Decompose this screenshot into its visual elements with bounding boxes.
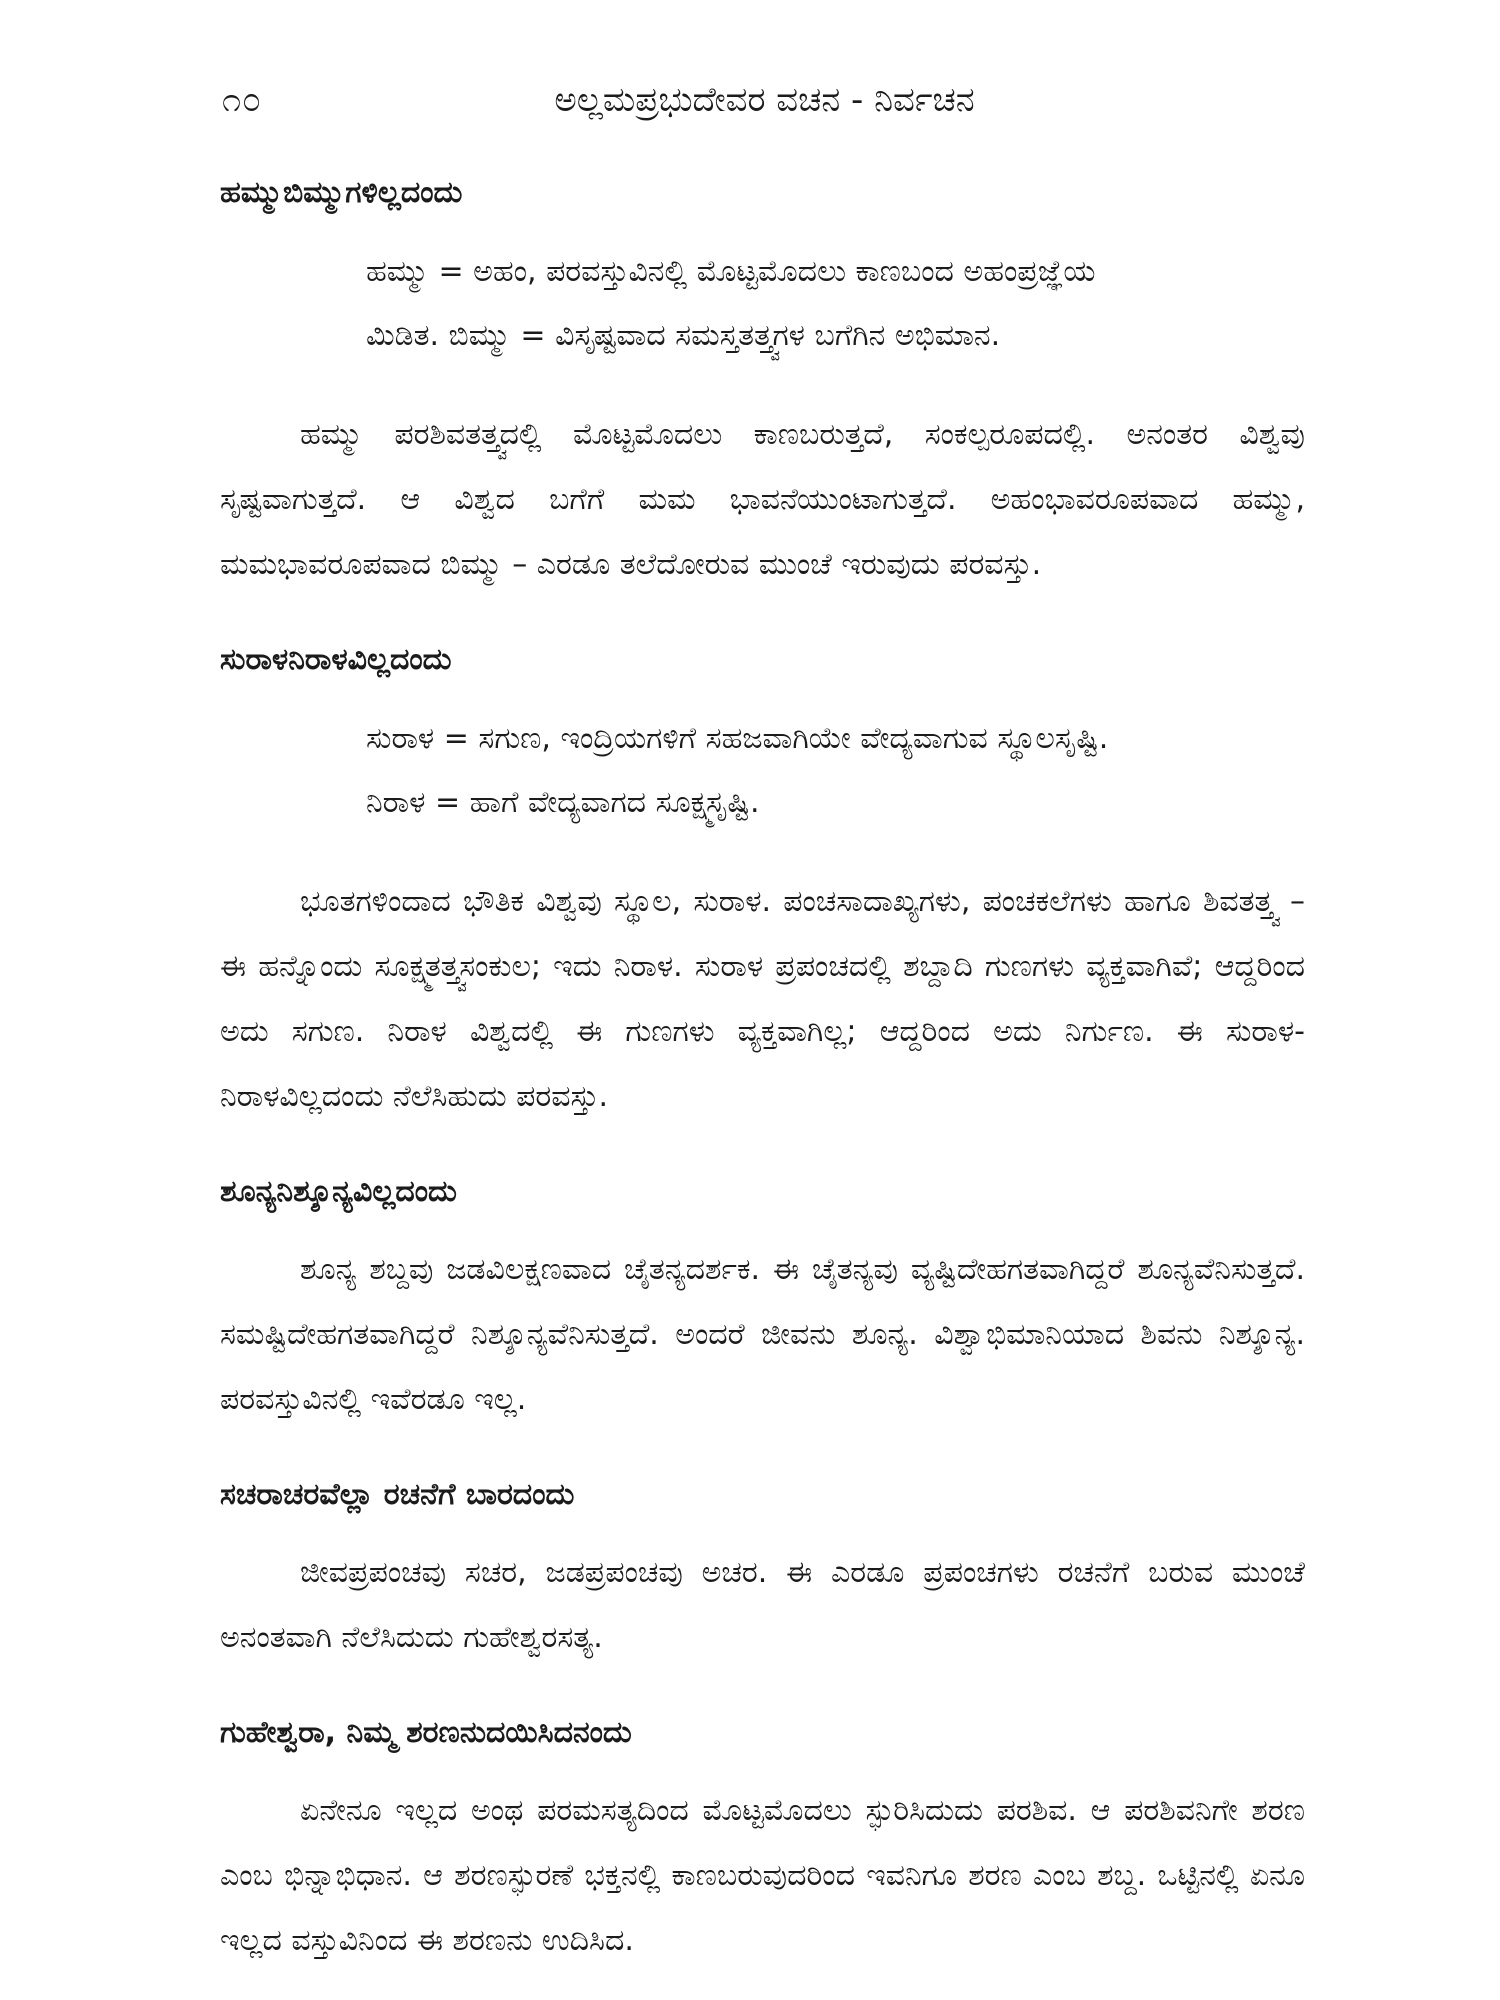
section-paragraph: ಭೂತಗಳಿಂದಾದ ಭೌತಿಕ ವಿಶ್ವವು ಸ್ಥೂಲ, ಸುರಾಳ. ಪಂಚಸಾದಾಖ್ಯಗಳು, ಪಂಚಕಲೆಗಳು ಹಾಗೂ ಶಿವತತ್ತ್ವ – ಈ ಹನ್ನೊಂದು ಸೂಕ್ಷ್ಮತತ್ತ್ವಸಂಕುಲ; ಇದು ನಿರಾಳ. ಸುರಾಳ ಪ್ರಪಂಚದಲ್ಲಿ ಶಬ್ದಾದಿ ಗುಣಗಳು ವ್ಯಕ್ತವಾಗಿವೆ; ಆದ್ದರಿಂದ ಅದು ಸಗುಣ. ನಿರಾಳ ವಿಶ್ವದಲ್ಲಿ ಈ ಗುಣಗಳು ವ್ಯಕ್ತವಾಗಿಲ್ಲ; ಆದ್ದರಿಂದ ಅದು ನಿರ್ಗುಣ. ಈ ಸುರಾಳ-ನಿರಾಳವಿಲ್ಲದಂದು ನೆಲೆಸಿಹುದು ಪರವಸ್ತು. [220,884,1305,1114]
section-heading: ಸಚರಾಚರವೆಲ್ಲಾ ರಚನೆಗೆ ಬಾರದಂದು [220,1477,575,1512]
section-paragraph: ಹಮ್ಮು ಪರಶಿವತತ್ತ್ವದಲ್ಲಿ ಮೊಟ್ಟಮೊದಲು ಕಾಣಬರುತ್ತದೆ, ಸಂಕಲ್ಪರೂಪದಲ್ಲಿ. ಅನಂತರ ವಿಶ್ವವು ಸೃಷ್ಟವಾಗುತ್ತದೆ. ಆ ವಿಶ್ವದ ಬಗೆಗೆ ಮಮ ಭಾವನೆಯುಂಟಾಗುತ್ತದೆ. ಅಹಂಭಾವರೂಪವಾದ ಹಮ್ಮು, ಮಮಭಾವರೂಪವಾದ ಬಿಮ್ಮು – ಎರಡೂ ತಲೆದೋರುವ ಮುಂಚೆ ಇರುವುದು ಪರವಸ್ತು. [220,417,1305,582]
section-heading: ಶೂನ್ಯನಿಶ್ಶೂನ್ಯವಿಲ್ಲದಂದು [220,1174,457,1209]
section-paragraph: ಶೂನ್ಯ ಶಬ್ದವು ಜಡವಿಲಕ್ಷಣವಾದ ಚೈತನ್ಯದರ್ಶಕ. ಈ ಚೈತನ್ಯವು ವ್ಯಷ್ಟಿದೇಹಗತವಾಗಿದ್ದರೆ ಶೂನ್ಯವೆನಿಸುತ್ತದೆ. ಸಮಷ್ಟಿದೇಹಗತವಾಗಿದ್ದರೆ ನಿಶ್ಶೂನ್ಯವೆನಿಸುತ್ತದೆ. ಅಂದರೆ ಜೀವನು ಶೂನ್ಯ. ವಿಶ್ವಾಭಿಮಾನಿಯಾದ ಶಿವನು ನಿಶ್ಶೂನ್ಯ. ಪರವಸ್ತುವಿನಲ್ಲಿ ಇವೆರಡೂ ಇಲ್ಲ. [220,1252,1305,1417]
section-heading: ಗುಹೇಶ್ವರಾ, ನಿಮ್ಮ ಶರಣನುದಯಿಸಿದನಂದು [220,1715,632,1750]
section-paragraph: ಜೀವಪ್ರಪಂಚವು ಸಚರ, ಜಡಪ್ರಪಂಚವು ಅಚರ. ಈ ಎರಡೂ ಪ್ರಪಂಚಗಳು ರಚನೆಗೆ ಬರುವ ಮುಂಚೆ ಅನಂತವಾಗಿ ನೆಲೆಸಿದುದು ಗುಹೇಶ್ವರಸತ್ಯ. [220,1555,1305,1655]
definition-line: ಸುರಾಳ = ಸಗುಣ, ಇಂದ್ರಿಯಗಳಿಗೆ ಸಹಜವಾಗಿಯೇ ವೇದ್ಯವಾಗುವ ಸ್ಥೂಲಸೃಷ್ಟಿ. [366,721,1109,756]
definition-line: ಹಮ್ಮು = ಅಹಂ, ಪರವಸ್ತುವಿನಲ್ಲಿ ಮೊಟ್ಟಮೊದಲು ಕಾಣಬಂದ ಅಹಂಪ್ರಜ್ಞೆಯ [366,254,1096,289]
page-number: ೧೦ [222,80,263,120]
definition-block [220,707,1305,835]
section-heading: ಹಮ್ಮುಬಿಮ್ಮುಗಳಿಲ್ಲದಂದು [220,175,463,210]
definition-line: ನಿರಾಳ = ಹಾಗೆ ವೇದ್ಯವಾಗದ ಸೂಕ್ಷ್ಮಸೃಷ್ಟಿ. [366,785,760,820]
page-header [222,72,1307,128]
definition-line: ಮಿಡಿತ. ಬಿಮ್ಮು = ವಿಸೃಷ್ಟವಾದ ಸಮಸ್ತತತ್ತ್ವಗಳ ಬಗೆಗಿನ ಅಭಿಮಾನ. [366,318,1001,353]
section-heading: ಸುರಾಳನಿರಾಳವಿಲ್ಲದಂದು [220,642,452,677]
section-paragraph: ಏನೇನೂ ಇಲ್ಲದ ಅಂಥ ಪರಮಸತ್ಯದಿಂದ ಮೊಟ್ಟಮೊದಲು ಸ್ಫುರಿಸಿದುದು ಪರಶಿವ. ಆ ಪರಶಿವನಿಗೇ ಶರಣ ಎಂಬ ಭಿನ್ನಾಭಿಧಾನ. ಆ ಶರಣಸ್ಫುರಣೆ ಭಕ್ತನಲ್ಲಿ ಕಾಣಬರುವುದರಿಂದ ಇವನಿಗೂ ಶರಣ ಎಂಬ ಶಬ್ದ. ಒಟ್ಟಿನಲ್ಲಿ ಏನೂ ಇಲ್ಲದ ವಸ್ತುವಿನಿಂದ ಈ ಶರಣನು ಉದಿಸಿದ. [220,1793,1305,1958]
page-body [220,170,1305,1973]
running-title: ಅಲ್ಲಮಪ್ರಭುದೇವರ ವಚನ - ನಿರ್ವಚನ [554,80,975,120]
definition-block [220,240,1305,368]
